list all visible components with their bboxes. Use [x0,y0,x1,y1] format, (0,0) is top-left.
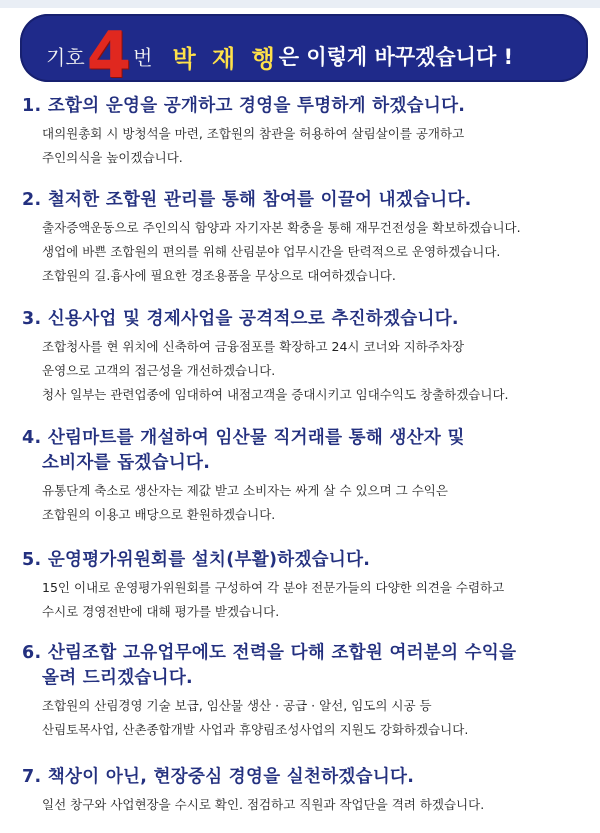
pledge-body-line: 운영으로 고객의 접근성을 개선하겠습니다. [42,363,276,378]
pledge-body-line: 출자증액운동으로 주인의식 함양과 자기자본 확충을 통해 재무건전성을 확보하겠습니다. [42,220,521,235]
pledge-title: 2. 철저한 조합원 관리를 통해 참여를 이끌어 내겠습니다. [22,190,472,210]
header-suffix: 번 [133,45,153,70]
header-banner [20,14,588,93]
candidate-number: 4 [86,19,132,93]
pledge-title-continued: 올려 드리겠습니다. [42,668,193,688]
pledge-body-line: 산림토목사업, 산촌종합개발 사업과 휴양림조성사업의 지원도 강화하겠습니다. [42,722,469,737]
pledge-item-4 [22,426,582,527]
pledge-body-line: 주인의식을 높이겠습니다. [42,150,183,165]
pledge-title: 4. 산림마트를 개설하여 임산물 직거래를 통해 생산자 및 [22,428,465,448]
pledge-body-line: 조합원의 길.흉사에 필요한 경조용품을 무상으로 대여하겠습니다. [42,268,396,283]
pledge-title: 6. 산림조합 고유업무에도 전력을 다해 조합원 여러분의 수익을 [22,643,517,663]
pledge-body-line: 조합원의 이용고 배당으로 환원하겠습니다. [42,507,276,522]
pledge-body-line: 유통단계 축소로 생산자는 제값 받고 소비자는 싸게 살 수 있으며 그 수익은 [42,483,448,498]
pledge-body-line: 수시로 경영전반에 대해 평가를 받겠습니다. [42,604,280,619]
candidate-name: 박 재 행 [172,44,279,73]
header-slogan: 은 이렇게 바꾸겠습니다 ! [278,45,514,69]
pledge-body-line: 조합청사를 현 위치에 신축하여 금융점포를 확장하고 24시 코너와 지하주차장 [42,339,465,354]
pledge-title: 3. 신용사업 및 경제사업을 공격적으로 추진하겠습니다. [22,309,459,329]
header-line [46,19,514,93]
pledge-body-line: 대의원총회 시 방청석을 마련, 조합원의 참관을 허용하여 살림살이를 공개하고 [42,126,465,141]
pledge-title: 7. 책상이 아닌, 현장중심 경영을 실천하겠습니다. [22,767,415,787]
pledge-item-6 [22,641,582,742]
top-border [0,0,600,8]
pledge-item-5 [22,548,582,624]
pledge-body-line: 조합원의 산림경영 기술 보급, 임산물 생산 · 공급 · 알선, 임도의 시공 등 [42,698,432,713]
pledge-item-7 [22,765,582,817]
pledge-title: 1. 조합의 운영을 공개하고 경영을 투명하게 하겠습니다. [22,96,466,116]
pledge-body-line: 일선 창구와 사업현장을 수시로 확인. 점검하고 직원과 작업단을 격려 하겠습니다. [42,797,485,812]
pledge-item-2 [22,188,582,288]
pledge-body-line: 청사 일부는 관련업종에 임대하여 내점고객을 증대시키고 임대수익도 창출하겠습니다. [42,387,509,402]
pledge-item-1 [22,94,582,170]
pledge-item-3 [22,307,582,407]
pledge-title: 5. 운영평가위원회를 설치(부활)하겠습니다. [22,550,371,570]
header-prefix: 기호 [46,45,85,70]
pledge-title-continued: 소비자를 돕겠습니다. [42,453,211,473]
pledge-body-line: 생업에 바쁜 조합원의 편의를 위해 산림분야 업무시간을 탄력적으로 운영하겠습니다. [42,244,501,259]
pledge-body-line: 15인 이내로 운영평가위원회를 구성하여 각 분야 전문가들의 다양한 의견을 수렴하고 [42,580,505,595]
